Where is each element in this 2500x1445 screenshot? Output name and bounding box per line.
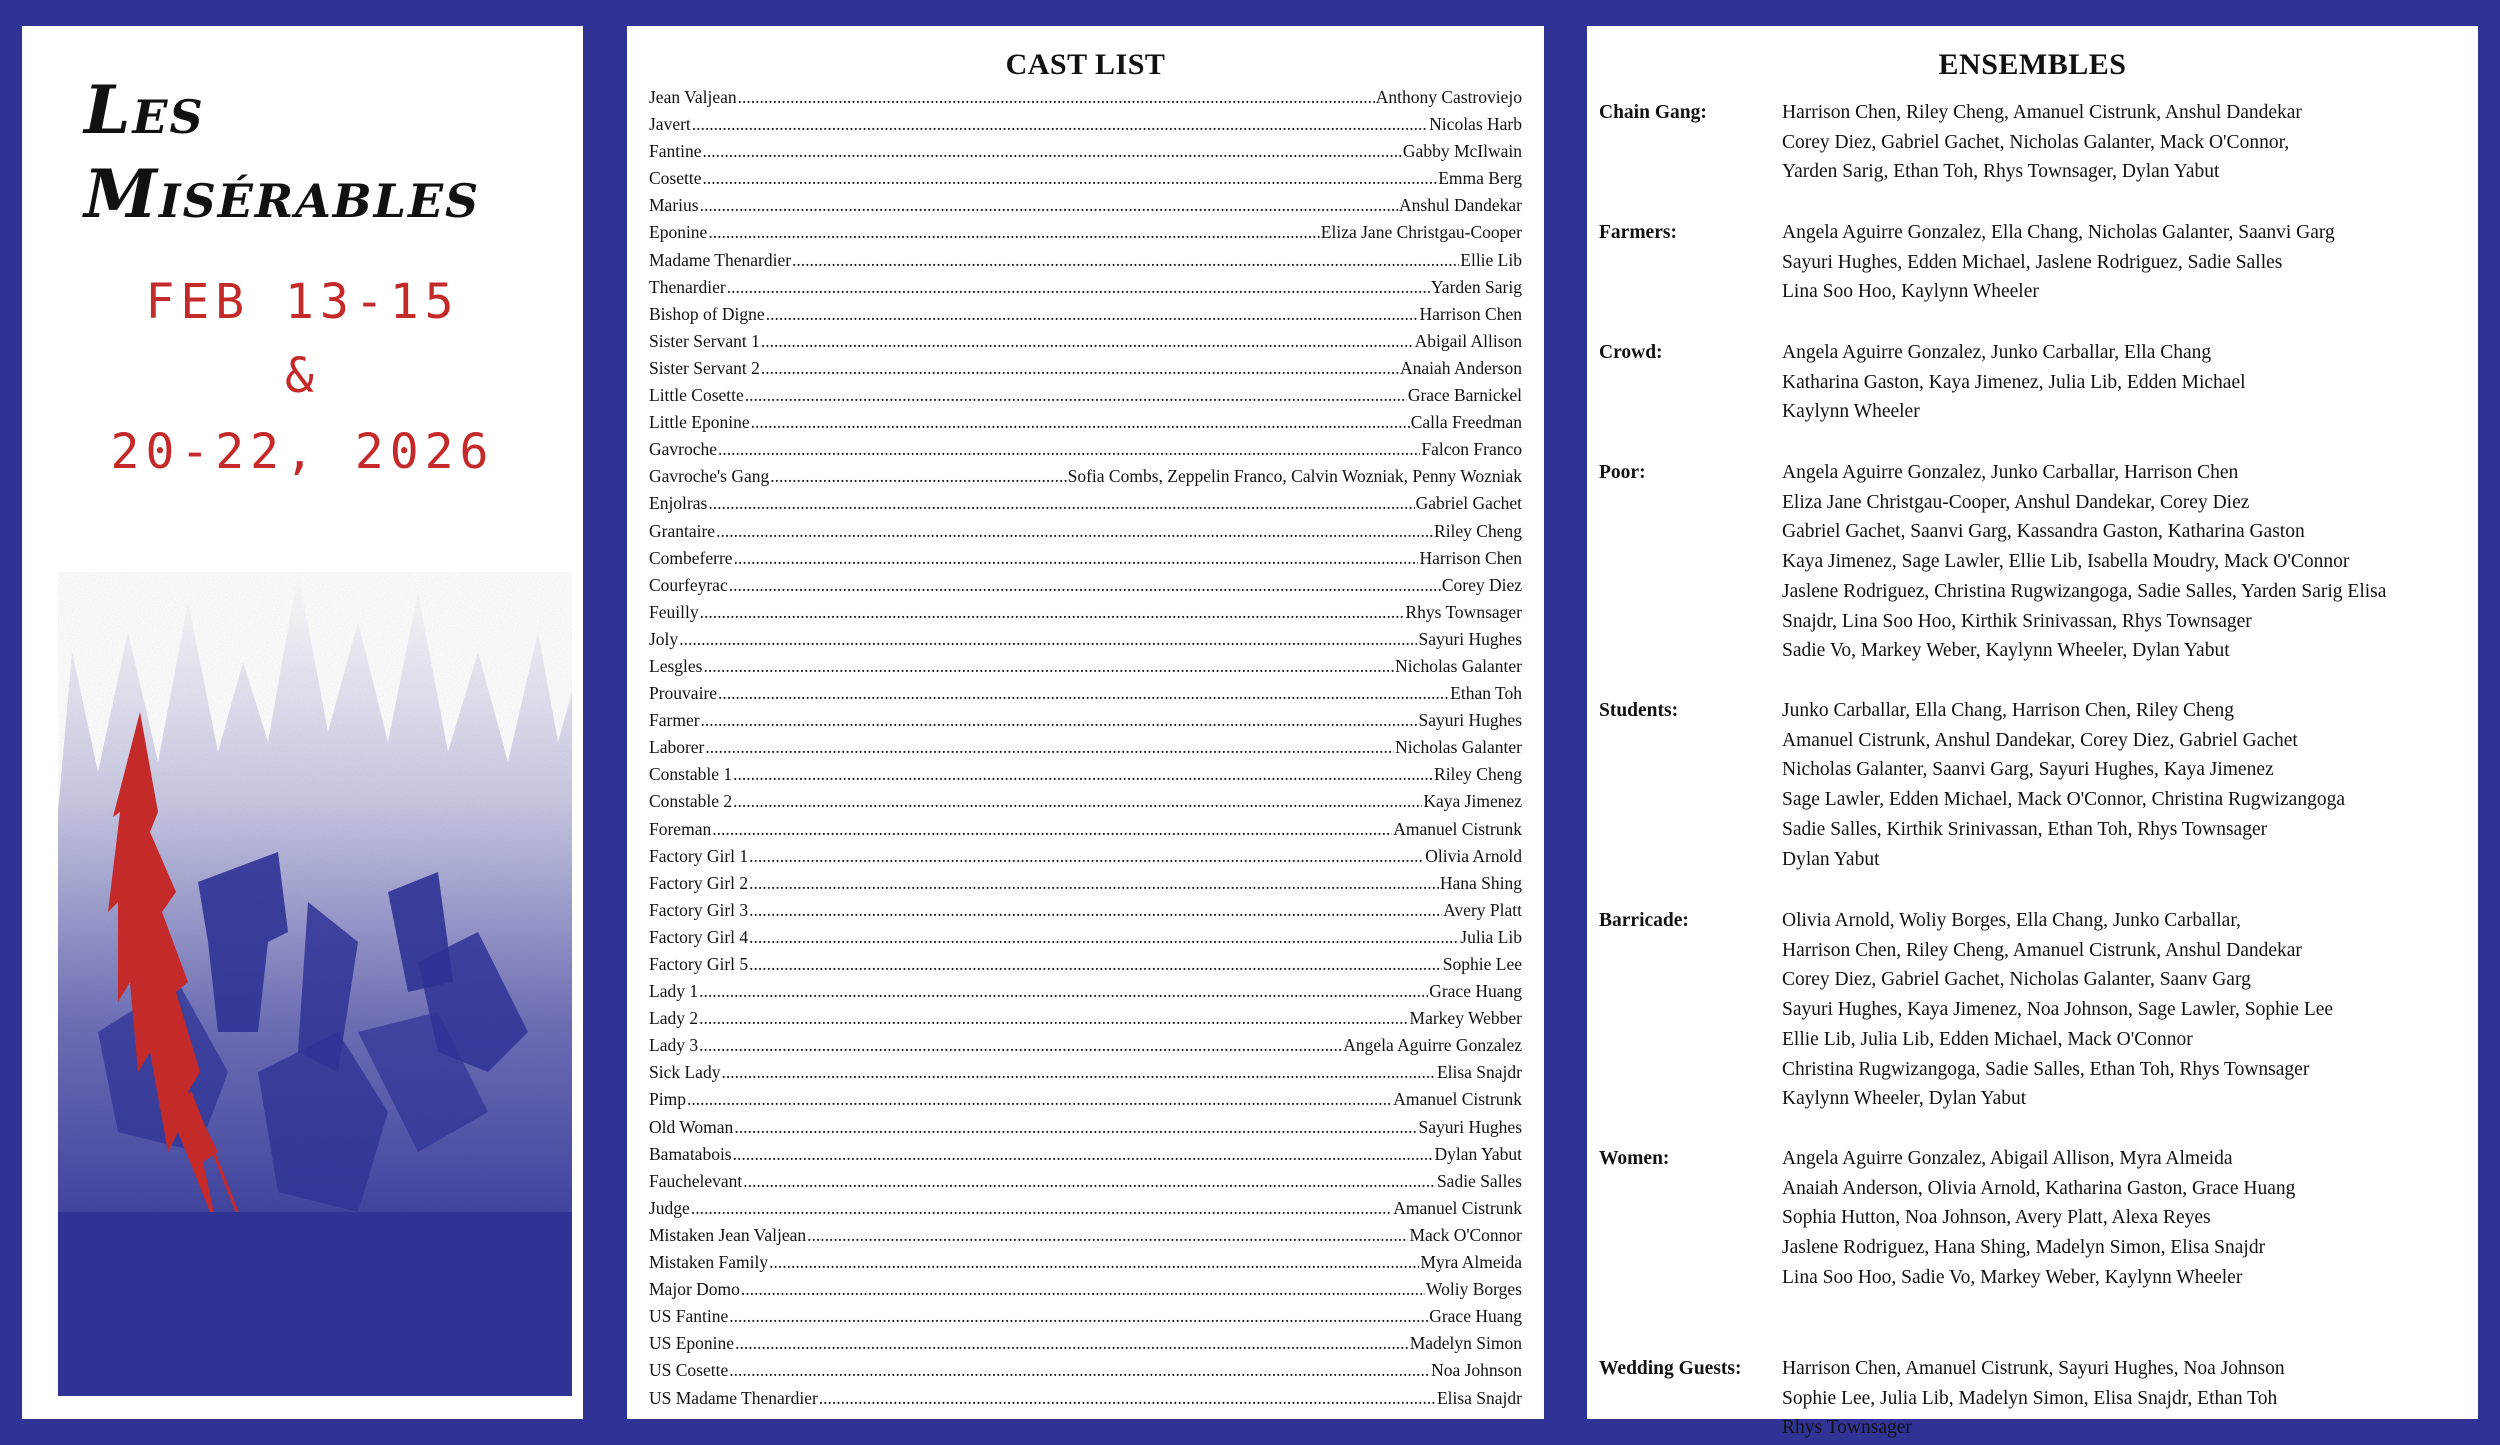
ensemble-member-line: Corey Diez, Gabriel Gachet, Nicholas Galanter, Saanv Garg: [1782, 969, 2251, 991]
ensemble-label: Women:: [1599, 1148, 1670, 1169]
ensemble-member-line: Amanuel Cistrunk, Anshul Dandekar, Corey Diez, Gabriel Gachet: [1782, 729, 2298, 751]
dot-leader: [692, 111, 1428, 138]
cast-role: Major Domo: [649, 1279, 740, 1300]
ensemble-member-line: Kaylynn Wheeler, Dylan Yabut: [1782, 1088, 2027, 1110]
ensemble-members: [1782, 218, 2335, 307]
ensemble-member-line: Angela Aguirre Gonzalez, Junko Carballar, Ella Chang: [1782, 342, 2212, 363]
dot-leader: [743, 1168, 1436, 1195]
cast-role: Foreman: [649, 818, 712, 839]
cast-actor: Harrison Chen: [1419, 547, 1522, 568]
dot-leader: [745, 382, 1407, 409]
dot-leader: [761, 355, 1399, 382]
ensemble-member-line: Rhys Townsager: [1782, 1417, 1912, 1439]
cast-actor: Riley Cheng: [1434, 764, 1522, 785]
ensemble-members: [1782, 458, 2386, 666]
cast-row: [649, 84, 1522, 111]
dot-leader: [807, 1222, 1408, 1249]
ensemble-member-line: Angela Aguirre Gonzalez, Junko Carballar, Harrison Chen: [1782, 462, 2239, 483]
show-title-line2: Misérables: [84, 155, 481, 233]
cast-actor: Amanuel Cistrunk: [1393, 1089, 1522, 1110]
ensembles-panel: [1587, 26, 2478, 1439]
cast-role: Factory Girl 1: [649, 845, 749, 866]
cast-role: Combeferre: [649, 547, 733, 568]
dot-leader: [699, 1032, 1342, 1059]
cast-actor: Noa Johnson: [1431, 1360, 1522, 1381]
dot-leader: [734, 1114, 1417, 1141]
show-title-line1: Les: [84, 71, 205, 149]
cast-actor: Avery Platt: [1443, 899, 1522, 920]
dot-leader: [700, 192, 1398, 219]
cast-role: Prouvaire: [649, 683, 718, 704]
cast-row: [649, 1114, 1522, 1141]
cast-actor: Nicolas Harb: [1429, 114, 1522, 135]
cast-actor: Eliza Jane Christgau-Cooper: [1320, 222, 1522, 243]
cast-role: Mistaken Family: [649, 1252, 769, 1273]
cast-row: [649, 1086, 1522, 1113]
ensemble-members: [1782, 1354, 2285, 1443]
ensemble-member-line: Sophia Hutton, Noa Johnson, Avery Platt, Alexa Reyes: [1782, 1207, 2211, 1229]
cast-row: [649, 1330, 1522, 1357]
cast-row: [649, 192, 1522, 219]
dot-leader: [766, 301, 1419, 328]
ensemble-member-line: Sayuri Hughes, Edden Michael, Jaslene Rodriguez, Sadie Salles: [1782, 251, 2283, 273]
cast-actor: Sayuri Hughes: [1418, 628, 1522, 649]
ensemble-member-line: Jaslene Rodriguez, Hana Shing, Madelyn Simon, Elisa Snajdr: [1782, 1237, 2266, 1259]
ensemble-member-line: Eliza Jane Christgau-Cooper, Anshul Dandekar, Corey Diez: [1782, 491, 2250, 513]
cast-actor: Sofia Combs, Zeppelin Franco, Calvin Wozniak, Penny Wozniak: [1067, 466, 1522, 487]
cast-role: Fantine: [649, 141, 702, 162]
cast-role: Factory Girl 2: [649, 872, 749, 893]
cast-actor: Olivia Arnold: [1425, 845, 1522, 866]
cast-actor: Amanuel Cistrunk: [1393, 1197, 1522, 1218]
cast-actor: Elisa Snajdr: [1436, 1387, 1522, 1408]
cast-row: [649, 626, 1522, 653]
cast-row: [649, 436, 1522, 463]
ensemble-member-line: Katharina Gaston, Kaya Jimenez, Julia Lib, Edden Michael: [1782, 371, 2246, 393]
ensemble-member-line: Lina Soo Hoo, Sadie Vo, Markey Weber, Kaylynn Wheeler: [1782, 1266, 2243, 1288]
ensemble-members: [1782, 1144, 2295, 1293]
cast-row: [649, 1168, 1522, 1195]
dot-leader: [770, 463, 1066, 490]
cast-row: [649, 1357, 1522, 1384]
cast-role: US Cosette: [649, 1360, 729, 1381]
poster-base: [58, 1212, 572, 1396]
cast-role: Sister Servant 2: [649, 357, 760, 378]
ensemble-member-line: Gabriel Gachet, Saanvi Garg, Kassandra Gaston, Katharina Gaston: [1782, 521, 2305, 543]
cast-role: Eponine: [649, 222, 708, 243]
ensemble-member-line: Nicholas Galanter, Saanvi Garg, Sayuri Hughes, Kaya Jimenez: [1782, 759, 2274, 781]
cast-row: [649, 355, 1522, 382]
cast-row: [649, 328, 1522, 355]
cast-actor: Gabby McIlwain: [1402, 141, 1522, 162]
ensemble-member-line: Sayuri Hughes, Kaya Jimenez, Noa Johnson, Sage Lawler, Sophie Lee: [1782, 999, 2334, 1021]
cast-row: [649, 599, 1522, 626]
cast-role: Pimp: [649, 1089, 686, 1110]
ensemble-member-line: Angela Aguirre Gonzalez, Ella Chang, Nicholas Galanter, Saanvi Garg: [1782, 222, 2335, 243]
cast-role: Fauchelevant: [649, 1170, 743, 1191]
cast-list: [649, 84, 1522, 1412]
cast-actor: Corey Diez: [1441, 574, 1522, 595]
cast-row: [649, 978, 1522, 1005]
cast-row: [649, 490, 1522, 517]
dot-leader: [733, 1141, 1434, 1168]
cast-actor: Calla Freedman: [1410, 412, 1522, 433]
ensemble-member-line: Harrison Chen, Riley Cheng, Amanuel Cistrunk, Anshul Dandekar: [1782, 102, 2302, 123]
dot-leader: [749, 870, 1439, 897]
cast-role: Little Cosette: [649, 385, 744, 406]
cast-row: [649, 680, 1522, 707]
cast-role: Farmer: [649, 710, 700, 731]
cast-actor: Grace Huang: [1429, 981, 1522, 1002]
cast-role: Lady 3: [649, 1035, 699, 1056]
cast-row: [649, 1059, 1522, 1086]
ensemble-members: [1782, 696, 2345, 874]
cast-actor: Woliy Borges: [1426, 1279, 1522, 1300]
cast-actor: Anaiah Anderson: [1400, 357, 1522, 378]
cast-actor: Markey Webber: [1409, 1008, 1522, 1029]
dot-leader: [718, 436, 1420, 463]
dot-leader: [727, 274, 1430, 301]
cast-actor: Elisa Snajdr: [1436, 1062, 1522, 1083]
cast-actor: Falcon Franco: [1421, 439, 1522, 460]
cast-row: [649, 1141, 1522, 1168]
cast-actor: Dylan Yabut: [1434, 1143, 1522, 1164]
cast-actor: Grace Barnickel: [1407, 385, 1522, 406]
cast-role: Factory Girl 4: [649, 926, 749, 947]
ensemble-member-line: Christina Rugwizangoga, Sadie Salles, Ethan Toh, Rhys Townsager: [1782, 1058, 2310, 1080]
cast-actor: Gabriel Gachet: [1415, 493, 1522, 514]
dot-leader: [721, 1059, 1435, 1086]
cast-row: [649, 138, 1522, 165]
ensemble-member-line: Sadie Vo, Markey Weber, Kaylynn Wheeler, Dylan Yabut: [1782, 640, 2230, 662]
cast-row: [649, 409, 1522, 436]
cast-actor: Sayuri Hughes: [1418, 710, 1522, 731]
cast-actor: Riley Cheng: [1434, 520, 1522, 541]
dot-leader: [741, 1276, 1425, 1303]
dot-leader: [733, 788, 1422, 815]
ensemble-label: Students:: [1599, 700, 1679, 721]
ensemble-member-line: Corey Diez, Gabriel Gachet, Nicholas Galanter, Mack O'Connor,: [1782, 131, 2290, 153]
cast-role: Sick Lady: [649, 1062, 721, 1083]
ensemble-members: [1782, 98, 2302, 187]
cast-role: Bamatabois: [649, 1143, 732, 1164]
cast-role: Old Woman: [649, 1116, 734, 1137]
cast-actor: Anthony Castroviejo: [1375, 87, 1522, 107]
cast-row: [649, 545, 1522, 572]
dot-leader: [734, 545, 1419, 572]
ensembles-title: ENSEMBLES: [1938, 48, 2127, 81]
dot-leader: [703, 138, 1402, 165]
cast-actor: Sayuri Hughes: [1418, 1116, 1522, 1137]
cast-role: US Madame Thenardier: [649, 1387, 818, 1408]
ensemble-members: [1782, 906, 2333, 1114]
cast-role: Lady 1: [649, 981, 699, 1002]
cast-role: Bishop of Digne: [649, 303, 765, 324]
dot-leader: [691, 1195, 1392, 1222]
cast-row: [649, 707, 1522, 734]
ensemble-member-line: Harrison Chen, Amanuel Cistrunk, Sayuri Hughes, Noa Johnson: [1782, 1358, 2285, 1379]
cast-row: [649, 843, 1522, 870]
cast-role: Jean Valjean: [649, 87, 737, 107]
cast-role: Enjolras: [649, 493, 708, 514]
cast-actor: Nicholas Galanter: [1395, 655, 1522, 676]
cast-actor: Rhys Townsager: [1405, 601, 1522, 622]
cast-actor: Madelyn Simon: [1409, 1333, 1522, 1354]
cast-actor: Myra Almeida: [1420, 1252, 1522, 1273]
dot-leader: [703, 653, 1394, 680]
ensemble-member-line: Angela Aguirre Gonzalez, Abigail Allison, Myra Almeida: [1782, 1148, 2233, 1169]
cast-actor: Yarden Sarig: [1430, 276, 1522, 297]
cast-row: [649, 1303, 1522, 1330]
dot-leader: [749, 897, 1442, 924]
cast-row: [649, 1249, 1522, 1276]
cast-list-panel: [627, 26, 1544, 1419]
ensemble-member-line: Sage Lawler, Edden Michael, Mack O'Connor, Christina Rugwizangoga: [1782, 789, 2345, 811]
dot-leader: [729, 572, 1441, 599]
cast-role: Courfeyrac: [649, 574, 728, 595]
ensemble-member-line: Harrison Chen, Riley Cheng, Amanuel Cistrunk, Anshul Dandekar: [1782, 939, 2302, 961]
cast-role: Mistaken Jean Valjean: [649, 1224, 807, 1245]
cast-row: [649, 301, 1522, 328]
cast-role: Gavroche: [649, 439, 718, 460]
dot-leader: [735, 1330, 1409, 1357]
dot-leader: [819, 1385, 1436, 1412]
dot-leader: [703, 165, 1438, 192]
cast-role: Cosette: [649, 168, 702, 189]
barricade-illustration: [58, 512, 572, 1396]
dot-leader: [738, 84, 1375, 111]
dot-leader: [749, 924, 1459, 951]
dot-leader: [716, 518, 1433, 545]
cast-role: Thenardier: [649, 276, 726, 297]
cast-role: Factory Girl 3: [649, 899, 749, 920]
dot-leader: [701, 707, 1418, 734]
cast-row: [649, 111, 1522, 138]
cast-role: Little Eponine: [649, 412, 750, 433]
cast-role: Gavroche's Gang: [649, 466, 770, 487]
cast-role: US Eponine: [649, 1333, 735, 1354]
cast-actor: Emma Berg: [1438, 168, 1522, 189]
ensemble-member-line: Dylan Yabut: [1782, 848, 1880, 870]
cast-row: [649, 1032, 1522, 1059]
cast-actor: Grace Huang: [1429, 1306, 1522, 1327]
cast-role: Madame Thenardier: [649, 249, 792, 270]
cast-actor: Hana Shing: [1439, 872, 1522, 893]
ensemble-member-line: Ellie Lib, Julia Lib, Edden Michael, Mack O'Connor: [1782, 1028, 2193, 1050]
cast-actor: Amanuel Cistrunk: [1393, 818, 1522, 839]
cast-actor: Mack O'Connor: [1409, 1224, 1522, 1245]
cast-row: [649, 788, 1522, 815]
cast-actor: Nicholas Galanter: [1395, 737, 1522, 758]
dot-leader: [749, 843, 1424, 870]
show-title: [84, 68, 564, 236]
poster-panel: [22, 26, 583, 1419]
cast-role: Grantaire: [649, 520, 716, 541]
cast-row: [649, 1005, 1522, 1032]
show-dates-line1: FEB 13-15: [145, 274, 460, 330]
cast-row: [649, 247, 1522, 274]
cast-row: [649, 165, 1522, 192]
cast-row: [649, 1222, 1522, 1249]
cast-actor: Anshul Dandekar: [1399, 195, 1522, 216]
cast-role: Judge: [649, 1197, 690, 1218]
cast-actor: Ellie Lib: [1460, 249, 1522, 270]
ensemble-member-line: Sadie Salles, Kirthik Srinivassan, Ethan Toh, Rhys Townsager: [1782, 818, 2268, 840]
cast-row: [649, 816, 1522, 843]
ensemble-label: Chain Gang:: [1599, 102, 1707, 123]
cast-actor: Abigail Allison: [1414, 330, 1522, 351]
cast-row: [649, 897, 1522, 924]
dot-leader: [718, 680, 1449, 707]
cast-row: [649, 518, 1522, 545]
dot-leader: [729, 1357, 1430, 1384]
ensemble-label: Barricade:: [1599, 910, 1689, 931]
dot-leader: [712, 816, 1392, 843]
dot-leader: [792, 247, 1459, 274]
cast-role: Marius: [649, 195, 699, 216]
ensemble-member-line: Junko Carballar, Ella Chang, Harrison Chen, Riley Cheng: [1782, 700, 2234, 721]
cast-role: Constable 1: [649, 764, 733, 785]
cast-row: [649, 572, 1522, 599]
dot-leader: [708, 219, 1319, 246]
ensemble-member-line: Anaiah Anderson, Olivia Arnold, Katharina Gaston, Grace Huang: [1782, 1177, 2296, 1199]
dot-leader: [705, 734, 1394, 761]
cast-row: [649, 870, 1522, 897]
ensemble-member-line: Jaslene Rodriguez, Christina Rugwizangoga, Sadie Salles, Yarden Sarig Elisa: [1782, 580, 2387, 602]
cast-role: Laborer: [649, 737, 705, 758]
ensemble-members: [1782, 338, 2246, 427]
dot-leader: [761, 328, 1414, 355]
cast-role: Joly: [649, 628, 679, 649]
cast-role: US Fantine: [649, 1306, 729, 1327]
cast-role: Lesgles: [649, 655, 703, 676]
cast-row: [649, 463, 1522, 490]
dot-leader: [769, 1249, 1419, 1276]
dot-leader: [751, 409, 1410, 436]
cast-actor: Sadie Salles: [1436, 1170, 1522, 1191]
cast-row: [649, 1385, 1522, 1412]
ensemble-member-line: Olivia Arnold, Woliy Borges, Ella Chang, Junko Carballar,: [1782, 910, 2241, 931]
dot-leader: [749, 951, 1442, 978]
cast-role: Feuilly: [649, 601, 699, 622]
ensemble-member-line: Sophie Lee, Julia Lib, Madelyn Simon, Elisa Snajdr, Ethan Toh: [1782, 1387, 2278, 1409]
cast-role: Sister Servant 1: [649, 330, 760, 351]
cast-role: Lady 2: [649, 1008, 699, 1029]
cast-row: [649, 734, 1522, 761]
show-dates-line2: 20-22, 2026: [110, 424, 495, 480]
cast-row: [649, 219, 1522, 246]
cast-row: [649, 382, 1522, 409]
cast-actor: Angela Aguirre Gonzalez: [1343, 1035, 1522, 1056]
dot-leader: [699, 978, 1428, 1005]
cast-role: Factory Girl 5: [649, 954, 749, 974]
cast-row: [649, 274, 1522, 301]
cast-row: [649, 653, 1522, 680]
cast-role: Constable 2: [649, 791, 733, 812]
dot-leader: [687, 1086, 1392, 1113]
ensemble-label: Crowd:: [1599, 342, 1663, 363]
ensemble-member-line: Yarden Sarig, Ethan Toh, Rhys Townsager, Dylan Yabut: [1782, 161, 2220, 183]
ensemble-label: Poor:: [1599, 462, 1646, 483]
cast-actor: Ethan Toh: [1450, 683, 1522, 704]
cast-row: [649, 951, 1522, 978]
dot-leader: [699, 1005, 1408, 1032]
dot-leader: [708, 490, 1414, 517]
cast-list-title: CAST LIST: [1005, 48, 1166, 81]
dot-leader: [700, 599, 1405, 626]
cast-actor: Kaya Jimenez: [1423, 791, 1522, 812]
cast-row: [649, 761, 1522, 788]
cast-row: [649, 1276, 1522, 1303]
dot-leader: [679, 626, 1417, 653]
cast-actor: Julia Lib: [1460, 926, 1522, 947]
cast-row: [649, 1195, 1522, 1222]
show-dates-ampersand: &: [285, 348, 320, 404]
ensemble-label: Farmers:: [1599, 222, 1677, 243]
cast-role: Javert: [649, 114, 691, 135]
cast-actor: Harrison Chen: [1419, 303, 1522, 324]
dot-leader: [729, 1303, 1428, 1330]
ensemble-member-line: Kaya Jimenez, Sage Lawler, Ellie Lib, Isabella Moudry, Mack O'Connor: [1782, 551, 2350, 573]
ensemble-label: Wedding Guests:: [1599, 1358, 1742, 1379]
dot-leader: [733, 761, 1433, 788]
cast-actor: Sophie Lee: [1442, 954, 1522, 974]
cast-row: [649, 924, 1522, 951]
ensemble-member-line: Kaylynn Wheeler: [1782, 401, 1920, 423]
ensemble-member-line: Lina Soo Hoo, Kaylynn Wheeler: [1782, 281, 2039, 303]
ensemble-member-line: Snajdr, Lina Soo Hoo, Kirthik Srinivassan, Rhys Townsager: [1782, 610, 2252, 632]
